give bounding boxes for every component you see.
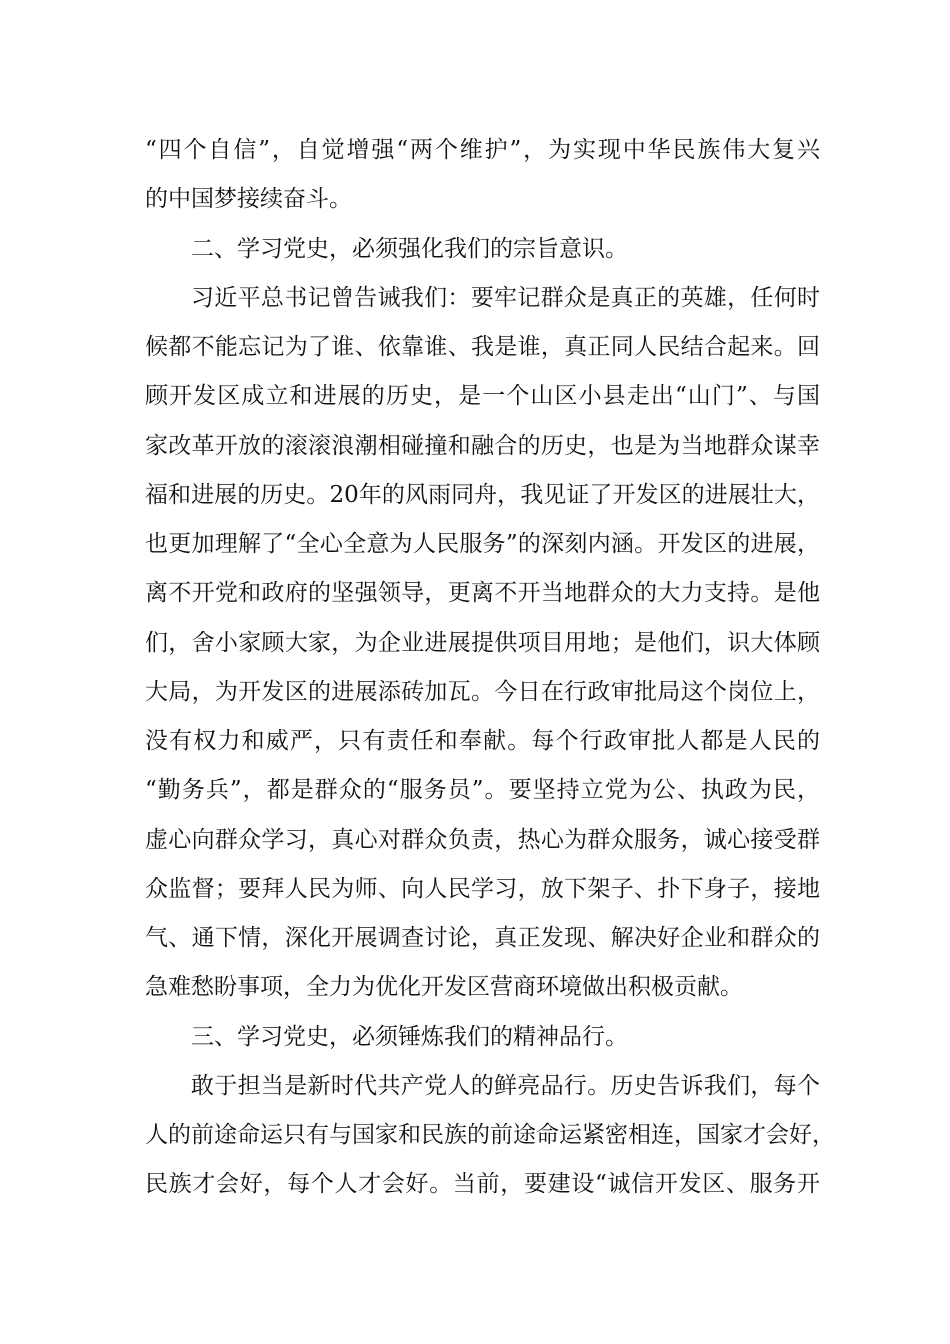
text-line: 福和进展的历史。20年的风雨同舟，我见证了开发区的进展壮大， (145, 481, 820, 508)
section-heading: 三、学习党史，必须锤炼我们的精神品行。 (191, 1023, 628, 1050)
text-line: 没有权力和威严，只有责任和奉献。每个行政审批人都是人民的 (145, 728, 820, 754)
text-line: 急难愁盼事项，全力为优化开发区营商环境做出积极贡献。 (145, 974, 743, 1001)
text-line: 虚心向群众学习，真心对群众负责，热心为群众服务，诚心接受群 (145, 826, 820, 853)
text-line: 气、通下情，深化开展调查讨论，真正发现、解决好企业和群众的 (145, 925, 820, 951)
text-line: 敢于担当是新时代共产党人的鲜亮品行。历史告诉我们，每个 (191, 1072, 820, 1099)
text-line: 离不开党和政府的坚强领导，更离不开当地群众的大力支持。是他 (145, 580, 820, 607)
section-heading: 二、学习党史，必须强化我们的宗旨意识。 (191, 235, 628, 262)
text-line: 家改革开放的滚滚浪潮相碰撞和融合的历史，也是为当地群众谋幸 (145, 432, 820, 459)
text-line: “勤务兵”，都是群众的“服务员”。要坚持立党为公、执政为民， (145, 777, 820, 804)
text-line: 习近平总书记曾告诫我们：要牢记群众是真正的英雄，任何时 (191, 284, 820, 311)
text-line: 民族才会好，每个人才会好。当前，要建设“诚信开发区、服务开 (145, 1171, 820, 1198)
text-line: 众监督；要拜人民为师、向人民学习，放下架子、扑下身子，接地 (145, 875, 820, 902)
text-line: 也更加理解了“全心全意为人民服务”的深刻内涵。开发区的进展， (145, 531, 820, 557)
text-line: 顾开发区成立和进展的历史，是一个山区小县走出“山门”、与国 (145, 383, 820, 410)
text-line: 大局，为开发区的进展添砖加瓦。今日在行政审批局这个岗位上， (145, 678, 820, 705)
body-text (145, 126, 835, 1210)
text-line: 的中国梦接续奋斗。 (145, 186, 352, 213)
text-line: “四个自信”，自觉增强“两个维护”，为实现中华民族伟大复兴 (145, 137, 820, 163)
text-line: 人的前途命运只有与国家和民族的前途命运紧密相连，国家才会好， (145, 1122, 835, 1148)
text-line: 们，舍小家顾大家，为企业进展提供项目用地；是他们，识大体顾 (145, 629, 820, 656)
text-line: 候都不能忘记为了谁、依靠谁、我是谁，真正同人民结合起来。回 (145, 334, 820, 360)
